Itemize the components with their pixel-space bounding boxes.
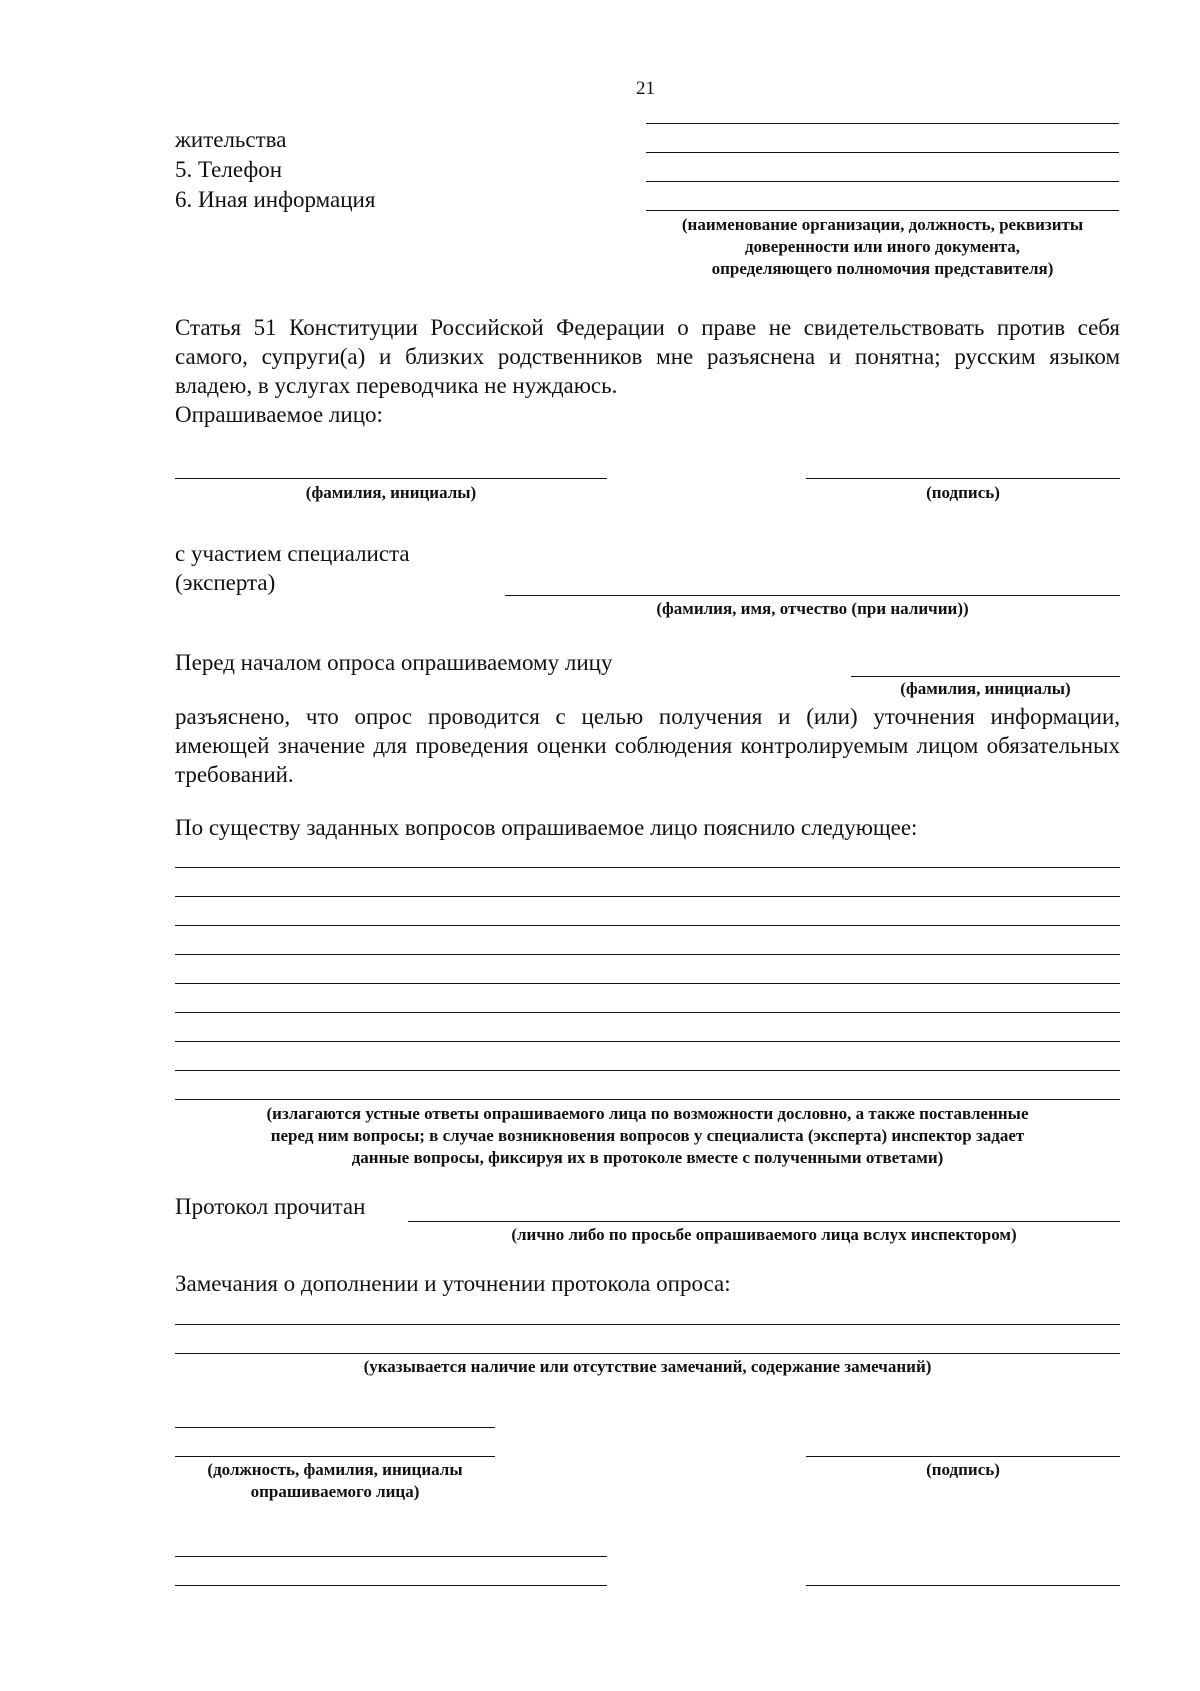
representative-caption [646, 214, 1119, 280]
interviewee-final-signature-line[interactable] [806, 1456, 1120, 1457]
representative-line-2[interactable] [646, 152, 1119, 153]
representative-caption-line: (наименование организации, должность, реквизиты [681, 215, 1084, 234]
specialist-label-line1: с участием специалиста [175, 541, 410, 566]
representative-caption-line: определяющего полномочия представителя) [711, 259, 1054, 279]
answer-line[interactable] [175, 1012, 1120, 1013]
other-info-item: 6. Иная информация [175, 187, 376, 212]
interviewee-signature-caption: (подпись) [926, 483, 1000, 502]
answer-line[interactable] [175, 925, 1120, 926]
representative-caption-line: доверенности или иного документа, [744, 237, 1021, 257]
protocol-read-caption: (лично либо по просьбе опрашиваемого лица вслух инспектором) [511, 1225, 1017, 1244]
specialist-name-caption: (фамилия, имя, отчество (при наличии)) [656, 599, 969, 618]
representative-line-4[interactable] [646, 210, 1119, 211]
answers-intro: По существу заданных вопросов опрашиваемое лицо пояснило следующее: [175, 815, 918, 840]
interviewee-name-caption: (фамилия, инициалы) [305, 483, 477, 502]
specialist-label-line2: (эксперта) [175, 570, 276, 595]
before-interview-text: Перед началом опроса опрашиваемому лицу [175, 650, 613, 675]
answer-line[interactable] [175, 1099, 1120, 1100]
phone-item: 5. Телефон [175, 157, 283, 182]
interviewee-signature-line[interactable] [806, 478, 1120, 479]
answer-line[interactable] [175, 896, 1120, 897]
interviewee-final-signature-caption: (подпись) [926, 1460, 1000, 1479]
explained-paragraph: разъяснено, что опрос проводится с целью получения и (или) уточнения информации, имеющей значение для проведения оценки соблюдения контролируемым лицом обязательных требований. [175, 704, 1120, 787]
remarks-caption: (указывается наличие или отсутствие замечаний, содержание замечаний) [363, 1357, 932, 1376]
answer-line[interactable] [175, 1041, 1120, 1042]
position-caption-line: опрашиваемого лица) [250, 1482, 420, 1502]
remarks-label: Замечания о дополнении и уточнении протокола опроса: [175, 1271, 731, 1296]
answer-line[interactable] [175, 954, 1120, 955]
specialist-name-line[interactable] [505, 595, 1120, 596]
bottom-signature-line[interactable] [806, 1585, 1120, 1586]
answer-line[interactable] [175, 1070, 1120, 1071]
interviewee-label: Опрашиваемое лицо: [175, 402, 383, 427]
answer-line[interactable] [175, 983, 1120, 984]
position-caption-line: (должность, фамилия, инициалы [207, 1460, 463, 1479]
answers-caption-line: перед ним вопросы; в случае возникновения вопросов у специалиста (эксперта) инспектор задает [270, 1126, 1025, 1146]
explained-to-caption: (фамилия, инициалы) [900, 679, 1071, 698]
position-line-2[interactable] [175, 1456, 495, 1457]
address-tail-text: жительства [175, 127, 287, 152]
bottom-name-line-1[interactable] [175, 1556, 607, 1557]
bottom-name-line-2[interactable] [175, 1585, 607, 1586]
position-caption [175, 1459, 495, 1503]
representative-line-3[interactable] [646, 181, 1119, 182]
protocol-read-label: Протокол прочитан [175, 1194, 366, 1219]
representative-line-1[interactable] [646, 123, 1119, 124]
answers-caption-line: данные вопросы, фиксируя их в протоколе вместе с полученными ответами) [351, 1148, 944, 1168]
article-51-paragraph: Статья 51 Конституции Российской Федерации о праве не свидетельствовать против себя самого, супруги(а) и близких родственников мне разъяснена и понятна; русским языком владею, в услугах переводчика не нуждаюсь. [175, 315, 1120, 398]
answers-caption-line: (излагаются устные ответы опрашиваемого лица по возможности дословно, а также поставленные [266, 1104, 1029, 1123]
answer-line[interactable] [175, 867, 1120, 868]
page-number: 21 [636, 78, 655, 99]
explained-to-line[interactable] [851, 676, 1120, 677]
position-line-1[interactable] [175, 1427, 495, 1428]
answers-caption [175, 1103, 1120, 1169]
protocol-read-line[interactable] [408, 1221, 1120, 1222]
remarks-line[interactable] [175, 1324, 1120, 1325]
interviewee-name-line[interactable] [175, 478, 607, 479]
remarks-line[interactable] [175, 1353, 1120, 1354]
